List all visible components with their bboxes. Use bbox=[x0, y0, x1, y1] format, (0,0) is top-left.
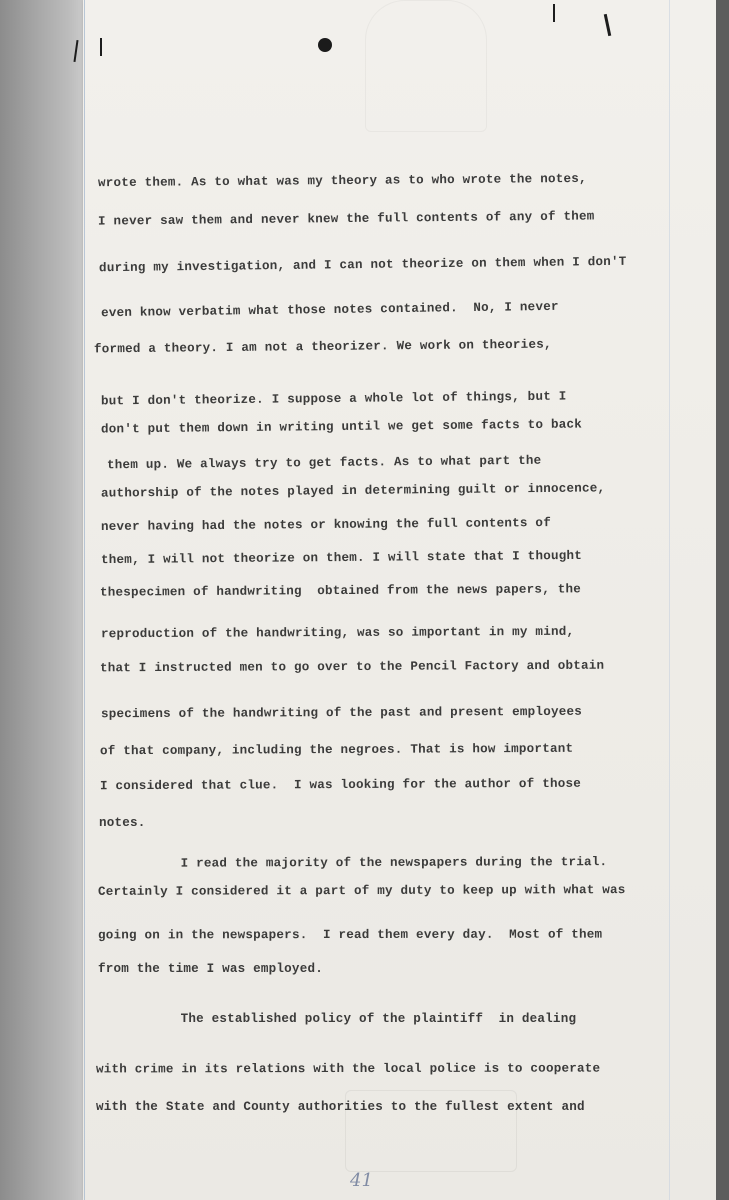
text-line: The established policy of the plaintiff in dealing bbox=[103, 1012, 577, 1026]
text-line: formed a theory. I am not a theorizer. We work on theories, bbox=[93, 337, 552, 357]
text-line: that I instructed men to go over to the Pencil Factory and obtain bbox=[99, 658, 605, 676]
text-line: I read the majority of the newspapers during the trial. bbox=[102, 855, 608, 871]
text-line: with the State and County authorities to the fullest extent and bbox=[96, 1100, 585, 1114]
text-line: with crime in its relations with the local police is to cooperate bbox=[95, 1061, 601, 1077]
text-line: wrote them. As to what was my theory as to who wrote the notes, bbox=[97, 171, 587, 191]
text-line: specimens of the handwriting of the past and present employees bbox=[100, 704, 583, 722]
text-line: during my investigation, and I can not theorize on them when I don'T bbox=[98, 254, 627, 276]
text-line: reproduction of the handwriting, was so important in my mind, bbox=[100, 624, 575, 642]
text-line: Certainly I considered it a part of my duty to keep up with what was bbox=[97, 883, 626, 899]
text-line: going on in the newspapers. I read them every day. Most of them bbox=[97, 927, 603, 943]
text-line: but I don't theorize. I suppose a whole lot of things, but I bbox=[100, 389, 567, 409]
text-line: even know verbatim what those notes contained. No, I never bbox=[100, 299, 559, 321]
page-number: 41 bbox=[350, 1170, 373, 1191]
text-line: of that company, including the negroes. That is how important bbox=[99, 741, 574, 759]
text-line: authorship of the notes played in determining guilt or innocence, bbox=[100, 481, 606, 501]
text-line: them, I will not theorize on them. I will state that I thought bbox=[100, 548, 583, 568]
text-line: them up. We always try to get facts. As to what part the bbox=[106, 453, 542, 473]
text-line: thespecimen of handwriting obtained from the news papers, the bbox=[99, 582, 582, 600]
text-line: I considered that clue. I was looking for the author of those bbox=[99, 776, 582, 794]
text-line: notes. bbox=[99, 816, 146, 830]
text-line: I never saw them and never knew the full contents of any of them bbox=[97, 209, 595, 229]
text-line: never having had the notes or knowing the full contents of bbox=[100, 516, 551, 534]
text-line: don't put them down in writing until we get some facts to back bbox=[100, 417, 583, 437]
text-line: from the time I was employed. bbox=[98, 962, 323, 976]
